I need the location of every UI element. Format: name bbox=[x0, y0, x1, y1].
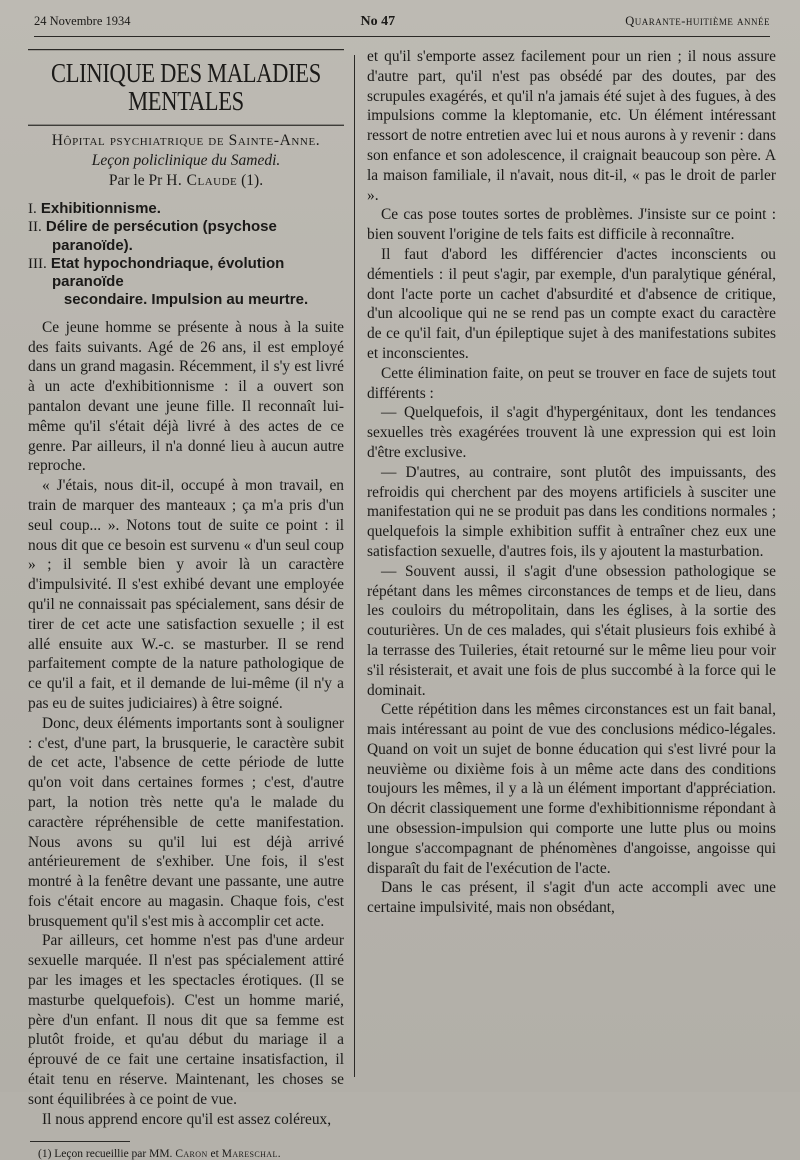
lecture-type: Leçon policlinique du Samedi. bbox=[91, 152, 281, 169]
body-paragraph: Par ailleurs, cet homme n'est pas d'une ardeur sexuelle marquée. Il n'est pas spécialement attiré par les images et les spectacles érotiques. (Il se masturbe quelquefois). C'est un homme marié, père d'un enfant. Il nous dit que sa femme est plutôt froide, et qu'au début du mariage il a éprouvé de ce fait une certaine insatisfaction, il était tenu en réserve. Maintenant, les choses se sont équilibrées à ce point de vue. bbox=[28, 932, 344, 1108]
body-paragraph: — Souvent aussi, il s'agit d'une obsession pathologique se répétant dans les mêmes circonstances de temps et de lieu, dans les couloirs du métropolitain, dans les églises, à la sortie des couturières. Un de ces malades, qui s'était plusieurs fois exhibé à la terrasse des Tuileries, était retourné sur le même lieu pour voir s'il résisterait, et avait une fois de plus succombé à la force qui le dominait. bbox=[367, 562, 776, 699]
footnote-divider bbox=[30, 1141, 130, 1142]
author-line bbox=[28, 172, 344, 190]
author-prefix: Par le Pr bbox=[108, 172, 163, 189]
body-paragraph: Cette élimination faite, on peut se trouver en face de sujets tout différents : bbox=[367, 364, 776, 402]
volume-year: Quarante-huitième année bbox=[625, 14, 770, 28]
hospital-line: Hôpital psychiatrique de Sainte-Anne. bbox=[51, 132, 321, 149]
body-paragraph: — Quelquefois, il s'agit d'hypergénitaux, dont les tendances sexuelles très exagérées trouvent là une expression qui est loin d'être exclusive. bbox=[367, 404, 776, 461]
body-paragraph: « J'étais, nous dit-il, occupé à mon travail, en train de marquer des manteaux ; ça m'a pris d'un seul coup... ». Notons tout de suite ce point : il nous dit que ce besoin est survenu « d'un seul coup » ; il semble bien y avoir là un caractère d'impulsivité. Il s'est exhibé devant une employée qu'il ne connaissait pas spécialement, sans désir de tirer de cet acte une satisfaction sexuelle ; il est allé ensuite aux W.-c. se masturber. Il se rend parfaitement compte de la nature pathologique de ce qu'il a fait, et il demande de lui-même (il n'y a pas eu de suites judiciaires) à être soigné. bbox=[28, 477, 344, 712]
author-footnote-ref: (1). bbox=[241, 172, 264, 189]
topics-list bbox=[28, 200, 344, 310]
issue-number: No 47 bbox=[360, 14, 396, 29]
left-column bbox=[28, 47, 354, 1160]
body-paragraph: — D'autres, au contraire, sont plutôt des impuissants, des refroidis qui cherchent par des moyens artificiels à susciter une manifestation qui ne se produit pas dans les conditions normales ; quelquefois la simple exhibition suffit à entraîner chez eux une satisfaction sexuelle, d'autres fois, ils y ajoutent la masturbation. bbox=[367, 463, 776, 560]
issue-date: 24 Novembre 1934 bbox=[34, 14, 131, 28]
body-paragraph: Cette répétition dans les mêmes circonstances est un fait banal, mais intéressant au point de vue des conclusions médico-légales. Quand on voit un sujet de bonne éducation qui s'est livré pour la neuvième ou dixième fois à un même acte dans des conditions toujours les mêmes, il y a là un élément important d'appréciation. On décrit classiquement une forme d'exhibitionnisme répondant à une obsession-impulsion qui comporte une lutte plus ou moins longue s'accompagnant de phénomènes d'angoisse, angoisse qui disparaît du fait de l'exécution de l'acte. bbox=[367, 701, 776, 877]
topic-item: I. Exhibitionnisme. bbox=[28, 200, 161, 217]
body-paragraph: Ce cas pose toutes sortes de problèmes. J'insiste sur ce point : bien souvent l'origine de tels faits est difficile à reconnaître. bbox=[367, 206, 776, 244]
topic-item: II. Délire de persécution (psychose paranoïde). bbox=[28, 218, 277, 254]
body-paragraph: Il faut d'abord les différencier d'actes inconscients ou démentiels : il peut s'agir, par exemple, d'un paralytique général, dont l'acte porte un cachet d'absurdité et d'absence de critique, d'un alcoolique qui ne se rend pas un compte exact du caractère de ce qu'il fait, d'un épileptique sujet à des manifestations subites et inconscientes. bbox=[367, 245, 776, 362]
body-paragraph: Donc, deux éléments importants sont à souligner : c'est, d'une part, la brusquerie, le caractère subit de cet acte, l'absence de cette période de lutte qu'on voit dans certaines formes ; c'est, d'autre part, la notion très nette qu'a le malade du caractère répréhensible de cette manifestation. Nous avons su qu'il lui est déjà arrivé antérieurement de s'exhiber. Une fois, il s'est montré à la fenêtre devant une passante, une autre fois c'était encore au magasin. Chaque fois, c'est brusquement qu'il s'est mis à accomplir cet acte. bbox=[28, 714, 344, 930]
topic-item: III. Etat hypochondriaque, évolution paranoïde bbox=[28, 254, 285, 291]
right-column bbox=[355, 47, 776, 1077]
topic-continuation: secondaire. Impulsion au meurtre. bbox=[63, 291, 309, 309]
author-name: H. Claude bbox=[166, 172, 238, 189]
section-rubric: CLINIQUE DES MALADIES MENTALES bbox=[28, 49, 344, 126]
two-column-body bbox=[28, 47, 776, 1160]
running-head bbox=[34, 14, 770, 37]
footnote: (1) Leçon recueillie par MM. Caron et Mareschal. bbox=[38, 1148, 282, 1160]
body-paragraph: et qu'il s'emporte assez facilement pour un rien ; il nous assure d'autre part, qu'il n'est pas obsédé par des doutes, par des scrupules exagérés, et qu'il n'a jamais été sujet à des fugues, à des impulsions comme la kleptomanie, etc. Un élément intéressant ressort de notre entretien avec lui et nous aurons à y revenir : dans son enfance et son adolescence, il craignait beaucoup son père. A la maison familiale, il n'avait, nous dit-il, « pas le droit de parler ». bbox=[367, 48, 776, 204]
body-paragraph: Dans le cas présent, il s'agit d'un acte accompli avec une certaine impulsivité, mais non obsédant, bbox=[367, 879, 776, 917]
body-paragraph: Il nous apprend encore qu'il est assez coléreux, bbox=[42, 1110, 332, 1128]
body-paragraph: Ce jeune homme se présente à nous à la suite des faits suivants. Agé de 26 ans, il est employé dans un grand magasin. Récemment, il s'y est livré à un acte d'exhibitionnisme : il a ouvert son pantalon devant une jeune fille. Il reconnaît lui-même qu'il s'était déjà livré à des actes de ce genre. Par ailleurs, il n'a donné lieu à aucun autre reproche. bbox=[28, 318, 344, 475]
